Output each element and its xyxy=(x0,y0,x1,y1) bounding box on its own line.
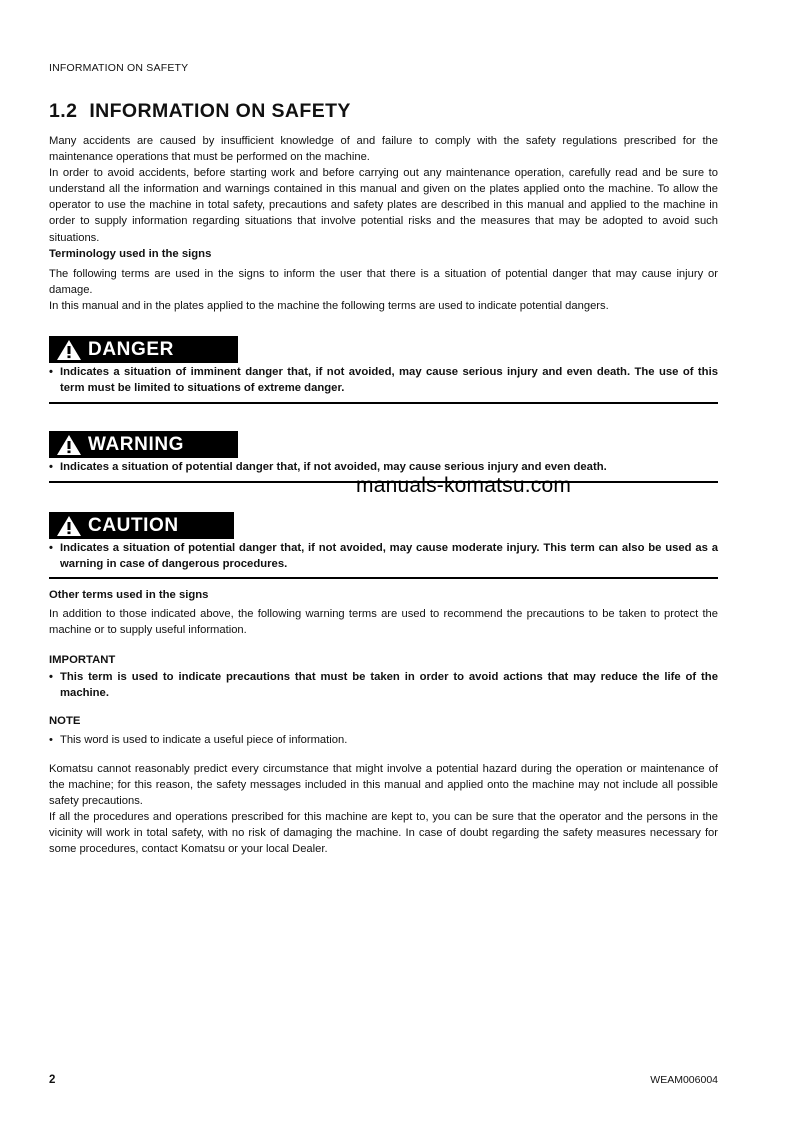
bullet-dot: • xyxy=(49,671,53,683)
warning-triangle-icon xyxy=(56,515,82,537)
bullet-dot: • xyxy=(49,366,53,378)
document-code: WEAM006004 xyxy=(650,1074,718,1086)
watermark-text: manuals-komatsu.com xyxy=(356,474,572,497)
bullet-dot: • xyxy=(49,734,53,746)
terminology-heading: Terminology used in the signs xyxy=(49,248,212,260)
section-title-text: INFORMATION ON SAFETY xyxy=(89,100,351,122)
important-heading: IMPORTANT xyxy=(49,654,116,666)
important-description xyxy=(49,669,718,701)
caution-description xyxy=(49,540,718,572)
note-description xyxy=(49,732,718,748)
running-header: INFORMATION ON SAFETY xyxy=(49,62,189,74)
other-terms-text xyxy=(49,606,718,638)
warning-description xyxy=(49,459,718,475)
warning-label: WARNING xyxy=(88,433,185,455)
danger-text: Indicates a situation of imminent danger that, if not avoided, may cause serious injury and even death. The use of this term must be limited to situations of extreme danger. xyxy=(60,366,718,395)
bullet-dot: • xyxy=(49,542,53,554)
danger-signal-word xyxy=(49,336,238,363)
other-terms-heading: Other terms used in the signs xyxy=(49,589,209,601)
closing-paragraph-2: If all the procedures and operations prescribed for this machine are kept to, you can be sure that the operator and the persons in the vicinity will work in total safety, with no risk of damaging the machine. In case of doubt regarding the safety measures necessary for some procedures, contact Komatsu or your local Dealer. xyxy=(49,811,718,856)
closing-paragraph-1: Komatsu cannot reasonably predict every circumstance that might involve a potential hazard during the operation or maintenance of the machine; for this reason, the safety messages included in this manual and applied onto the machine may not include all possible safety precautions. xyxy=(49,763,718,808)
warning-triangle-icon xyxy=(56,339,82,361)
warning-text: Indicates a situation of potential danger that, if not avoided, may cause serious injury and even death. xyxy=(60,461,607,473)
intro-text xyxy=(49,133,718,246)
note-heading: NOTE xyxy=(49,715,81,727)
bullet-dot: • xyxy=(49,461,53,473)
terminology-text xyxy=(49,266,718,314)
warning-triangle-icon xyxy=(56,434,82,456)
terminology-paragraph-1: The following terms are used in the signs to inform the user that there is a situation of potential danger that may cause injury or damage. xyxy=(49,268,718,297)
intro-paragraph-2: In order to avoid accidents, before starting work and before carrying out any maintenance operation, carefully read and be sure to understand all the information and warnings contained in this manual and given on the plates applied onto the machine. To allow the operator to use the machine in total safety, precautions and safety plates are described in this manual and applied to the machine in order to supply information regarding situations that involve potential risks and the measures that may be adopted to avoid such situations. xyxy=(49,167,718,244)
page-number: 2 xyxy=(49,1074,56,1086)
danger-divider xyxy=(49,402,718,404)
caution-label: CAUTION xyxy=(88,514,179,536)
closing-text xyxy=(49,761,718,858)
important-text: This term is used to indicate precautions that must be taken in order to avoid actions that may reduce the life of the machine. xyxy=(60,671,718,700)
caution-divider xyxy=(49,577,718,579)
section-number: 1.2 xyxy=(49,100,78,122)
intro-paragraph-1: Many accidents are caused by insufficient knowledge of and failure to comply with the safety regulations prescribed for the maintenance operations that must be performed on the machine. xyxy=(49,135,718,164)
danger-description xyxy=(49,364,718,396)
terminology-paragraph-2: In this manual and in the plates applied to the machine the following terms are used to indicate potential dangers. xyxy=(49,300,609,313)
danger-label: DANGER xyxy=(88,338,174,360)
section-title xyxy=(49,100,351,123)
caution-signal-word xyxy=(49,512,234,539)
other-terms-paragraph: In addition to those indicated above, the following warning terms are used to recommend the precautions to be taken to protect the machine or to supply useful information. xyxy=(49,608,718,637)
caution-text: Indicates a situation of potential danger that, if not avoided, may cause moderate injury. This term can also be used as a warning in case of dangerous procedures. xyxy=(60,542,718,571)
note-text: This word is used to indicate a useful piece of information. xyxy=(60,734,348,746)
warning-signal-word xyxy=(49,431,238,458)
